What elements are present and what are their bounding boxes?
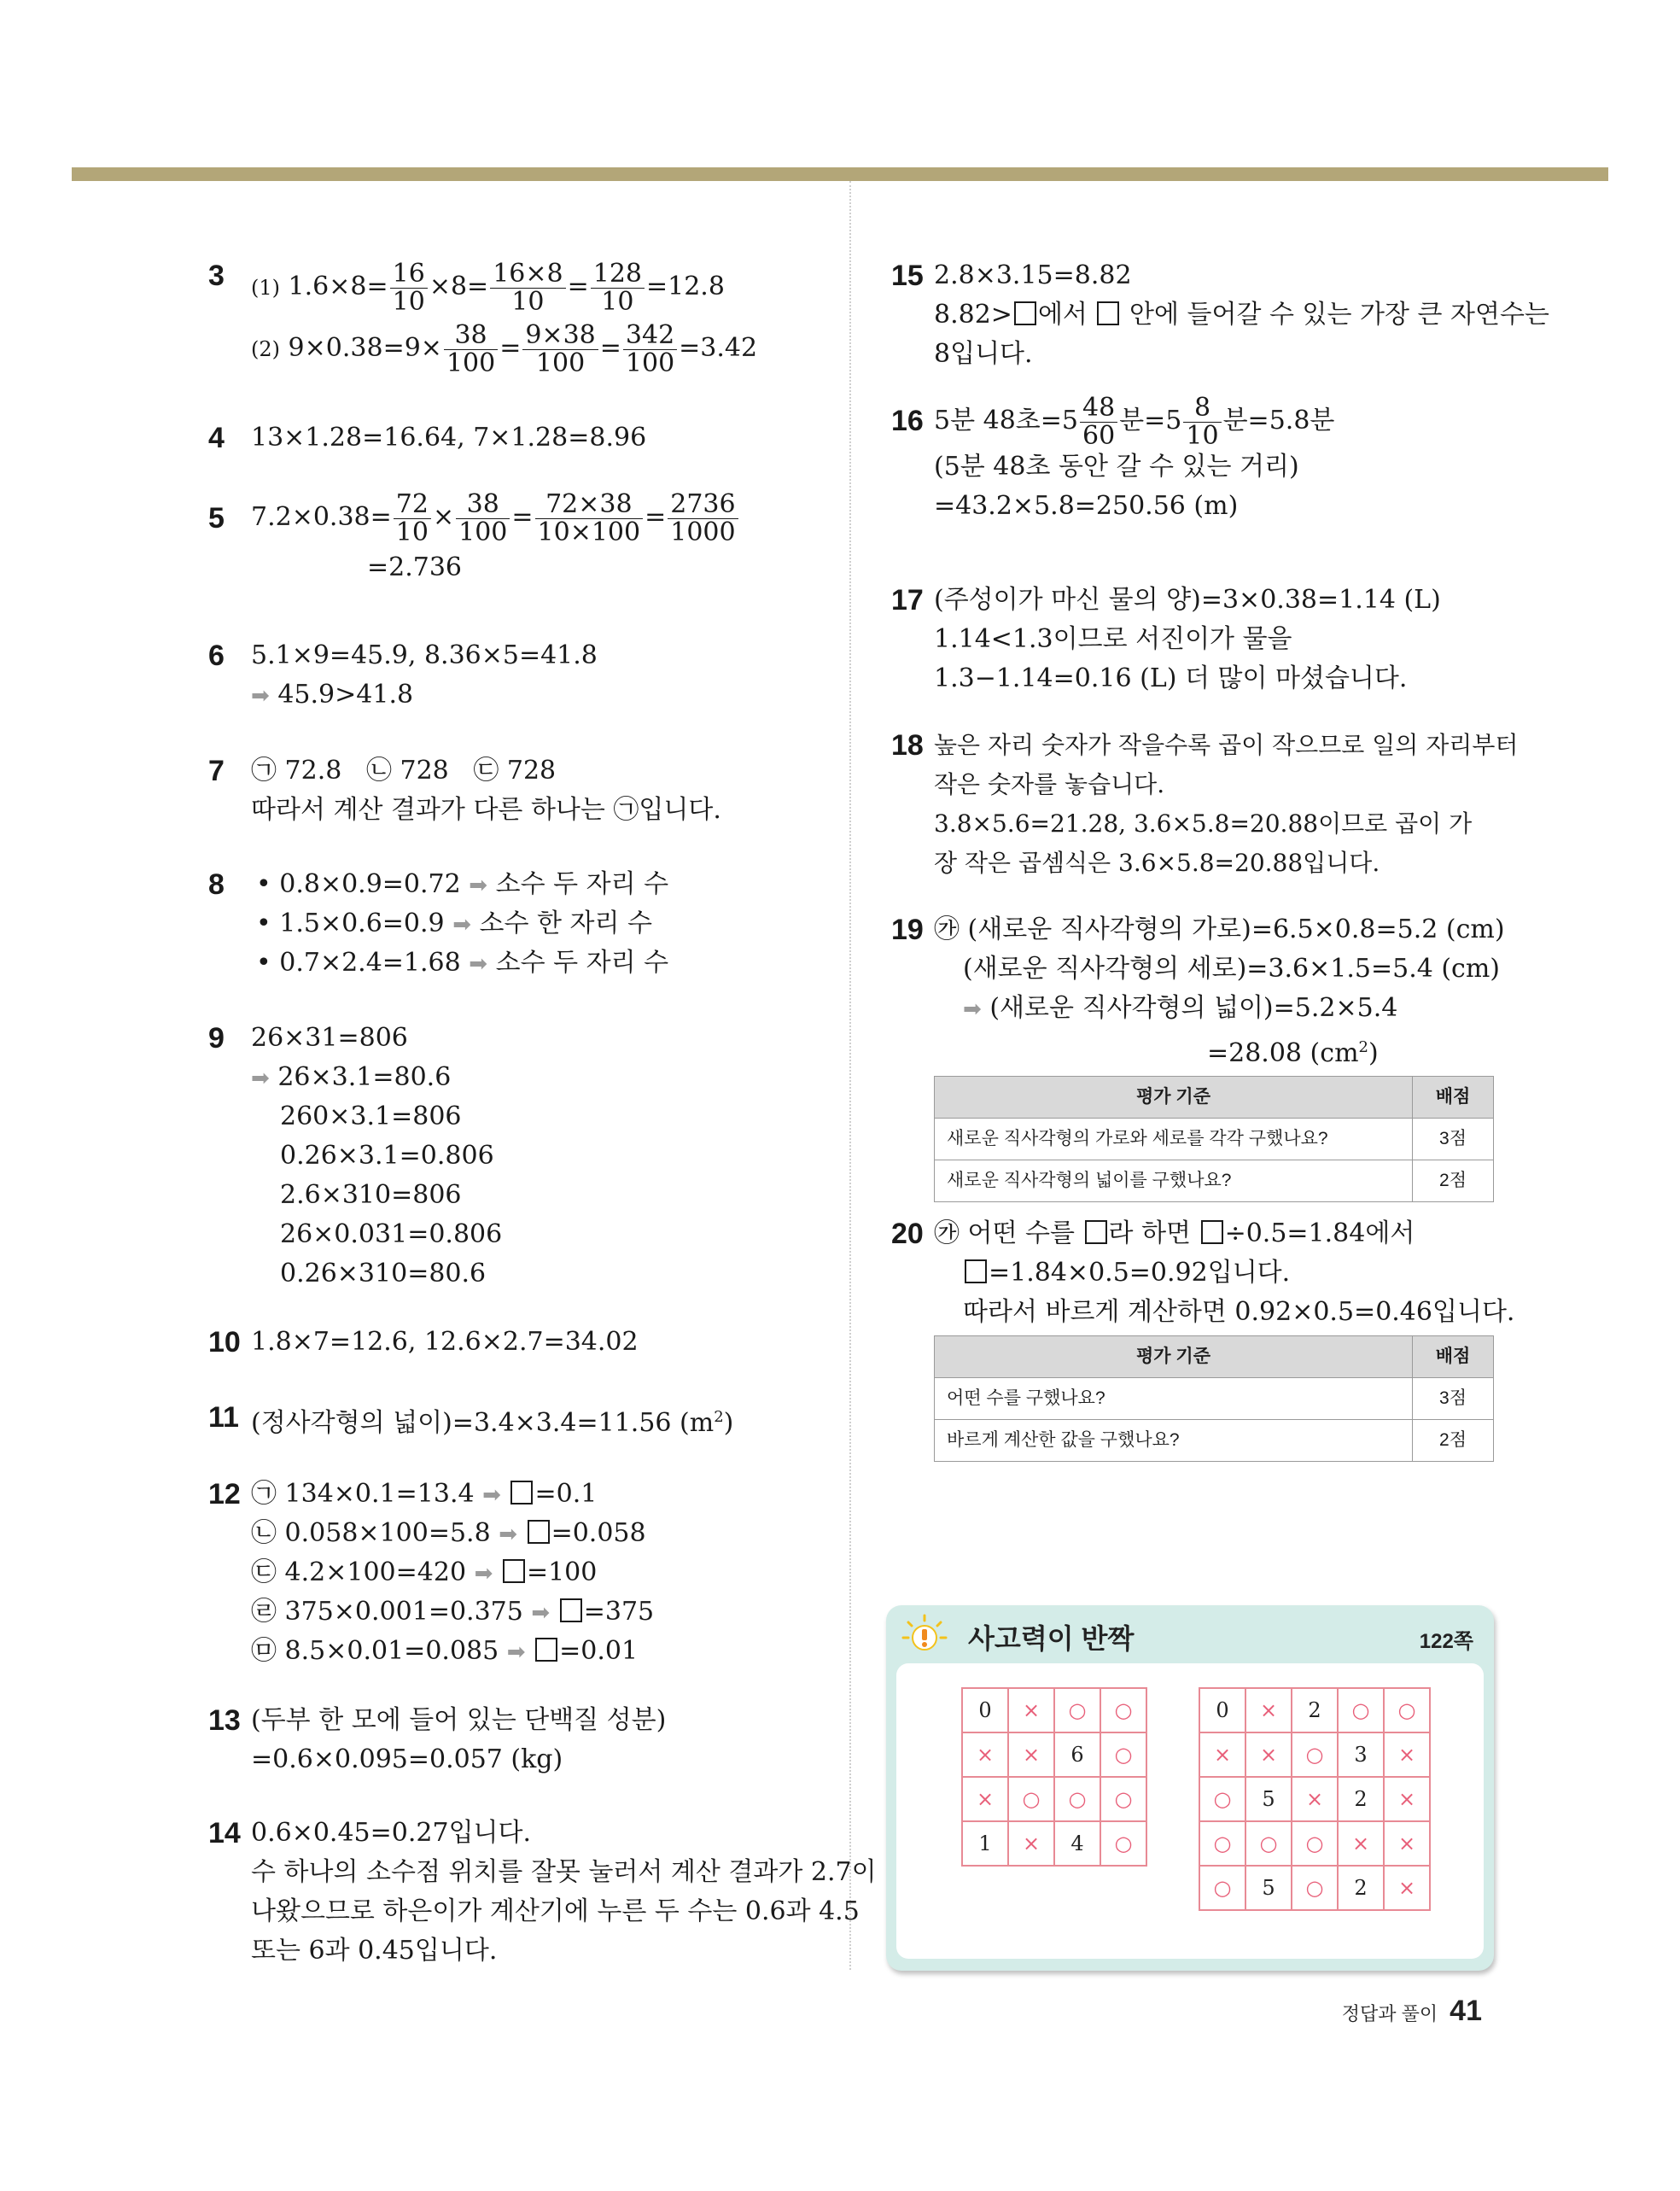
grid-cell: ○ (1292, 1821, 1338, 1866)
numerator: 9×38 (522, 322, 598, 350)
grid-cell: 0 (962, 1688, 1008, 1732)
answer-line (251, 1475, 823, 1514)
answer-line (934, 1214, 1497, 1253)
problem-number: 19 (891, 914, 924, 946)
problem-4 (208, 418, 823, 458)
expr: 26×3.1=80.6 (277, 1062, 452, 1092)
equation-line (251, 318, 823, 379)
table-cell: 어떤 수를 구했나요? (935, 1378, 1413, 1420)
expr: (정사각형의 넓이)=3.4×3.4=11.56 (m (251, 1408, 715, 1438)
arrow-right-icon: ➡ (499, 1522, 518, 1547)
expr: 라 하면 (1108, 1218, 1192, 1248)
header-bar (72, 167, 1608, 181)
answer-line: 8입니다. (934, 339, 1033, 369)
expr: =1.84×0.5=0.92입니다. (989, 1258, 1291, 1288)
table-header: 배점 (1413, 1336, 1494, 1378)
arrow-right-icon: ➡ (506, 1639, 526, 1665)
grid-cell: ○ (1100, 1688, 1146, 1732)
problem-7 (208, 751, 823, 830)
expr: 7.2×0.38= (251, 502, 392, 532)
fraction (522, 322, 598, 377)
numerator: 72 (394, 491, 431, 519)
problem-17 (891, 581, 1497, 698)
superscript: 2 (1358, 1038, 1368, 1056)
grid-cell: ○ (1054, 1777, 1100, 1821)
answer-line: 260×3.1=806 (280, 1101, 462, 1131)
fraction (394, 491, 431, 546)
lightbulb-icon (901, 1614, 948, 1660)
problem-13 (208, 1701, 823, 1779)
problem-3 (208, 256, 823, 379)
superscript: 2 (714, 1408, 724, 1426)
fraction (623, 322, 677, 377)
answer-line: 나왔으므로 하은이가 계산기에 누른 두 수는 0.6과 4.5 (251, 1896, 860, 1926)
grid-row (1199, 1732, 1430, 1777)
arrow-right-icon: ➡ (469, 873, 488, 898)
problem-number: 15 (891, 260, 924, 292)
expr: ×8= (429, 272, 489, 301)
expr: =3.42 (679, 333, 758, 363)
problem-number: 6 (208, 640, 225, 672)
expr: = (499, 333, 522, 363)
blank-box-icon (528, 1520, 550, 1544)
numerator: 16×8 (490, 260, 565, 289)
answer-line: 장 작은 곱셈식은 3.6×5.8=20.88입니다. (934, 849, 1380, 877)
answer-line: 5.1×9=45.9, 8.36×5=41.8 (251, 640, 598, 670)
problem-16 (891, 393, 1497, 526)
expr: =12.8 (646, 272, 725, 301)
denominator: 1000 (670, 517, 736, 547)
arrow-right-icon: ➡ (531, 1600, 551, 1626)
numerator: 342 (623, 322, 677, 350)
grid-row (962, 1821, 1146, 1866)
grid-cell: × (962, 1777, 1008, 1821)
expr: • 1.5×0.6=0.9 (256, 909, 445, 938)
expr: ㉣ 375×0.001=0.375 (251, 1597, 523, 1627)
grid-row (962, 1732, 1146, 1777)
grid-cell: × (1008, 1732, 1054, 1777)
thinking-content (896, 1663, 1484, 1959)
answer-line (1207, 1028, 1497, 1067)
expr: × (432, 502, 455, 532)
expr: 에서 (1037, 300, 1088, 330)
grid-cell: × (1292, 1777, 1338, 1821)
part-label: (2) (251, 337, 280, 361)
fraction (535, 491, 644, 546)
denominator: 60 (1082, 420, 1116, 451)
expr: = (599, 333, 621, 363)
answer-line (256, 944, 823, 983)
denominator: 10×100 (537, 517, 641, 547)
numerator: 2736 (668, 491, 738, 519)
table-cell: 2점 (1413, 1160, 1494, 1202)
thinking-page-ref: 122쪽 (1419, 1630, 1473, 1653)
expr: 9×0.38=9× (288, 333, 442, 363)
problem-number: 9 (208, 1022, 225, 1055)
grid-cell: × (1384, 1777, 1430, 1821)
blank-box-icon (1085, 1220, 1107, 1244)
denominator: 100 (446, 348, 496, 378)
problem-number: 14 (208, 1817, 241, 1849)
page-number: 41 (1450, 1995, 1482, 2027)
grid-cell: 3 (1338, 1732, 1384, 1777)
problem-5 (208, 487, 823, 587)
footer-label: 정답과 풀이 (1341, 2003, 1438, 2024)
grid-cell: ○ (1292, 1866, 1338, 1910)
grid-cell: × (1384, 1821, 1430, 1866)
answer-line: 3.8×5.6=21.28, 3.6×5.8=20.88이므로 곱이 가 (934, 809, 1473, 838)
table-header: 배점 (1413, 1077, 1494, 1119)
expr: 소수 한 자리 수 (479, 909, 653, 938)
answer-line: 1.3−1.14=0.16 (L) 더 많이 마셨습니다. (934, 663, 1408, 693)
grid-cell: 2 (1338, 1777, 1384, 1821)
part-label: (1) (251, 276, 280, 300)
grid-cell: ○ (1199, 1821, 1245, 1866)
expr: ) (1368, 1038, 1379, 1068)
problem-number: 12 (208, 1478, 241, 1510)
column-divider (849, 181, 851, 1970)
answer-line: (새로운 직사각형의 세로)=3.6×1.5=5.4 (cm) (963, 954, 1501, 984)
blank-box-icon (1097, 301, 1119, 325)
answer-line (251, 1632, 823, 1671)
grid-cell: 2 (1292, 1688, 1338, 1732)
fraction (668, 491, 738, 546)
grid-cell: × (962, 1732, 1008, 1777)
denominator: 10 (511, 286, 545, 317)
problem-number: 10 (208, 1326, 241, 1358)
grid-cell: ○ (1100, 1821, 1146, 1866)
equation-line (934, 393, 1497, 451)
numerator: 128 (591, 260, 645, 289)
problem-number: 4 (208, 422, 225, 454)
problem-12 (208, 1475, 823, 1671)
answer-line: 2.6×310=806 (280, 1180, 462, 1210)
table-cell: 새로운 직사각형의 가로와 세로를 각각 구했나요? (935, 1119, 1413, 1160)
expr: ㉡ 0.058×100=5.8 (251, 1518, 491, 1548)
blank-box-icon (965, 1259, 987, 1283)
fraction (444, 322, 498, 377)
denominator: 10 (1186, 420, 1219, 451)
expr: ) (723, 1408, 734, 1438)
denominator: 10 (601, 286, 634, 317)
answer-line: 0.26×3.1=0.806 (280, 1141, 494, 1171)
problem-number: 3 (208, 260, 225, 292)
grid-row (1199, 1688, 1430, 1732)
answer-line: 또는 6과 0.45입니다. (251, 1936, 498, 1966)
expr: 분=5 (1119, 406, 1182, 435)
grid-cell: ○ (1292, 1732, 1338, 1777)
expr: ㉠ 134×0.1=13.4 (251, 1479, 475, 1509)
grid-cell: 5 (1245, 1866, 1292, 1910)
expr: =375 (583, 1597, 655, 1627)
answer-line: (주성이가 마신 물의 양)=3×0.38=1.14 (L) (934, 585, 1441, 615)
answer-line: ㉠ 72.8 ㉡ 728 ㉢ 728 (251, 756, 557, 786)
problem-8 (208, 865, 823, 983)
problem-14 (208, 1814, 877, 1971)
expr: =0.01 (559, 1636, 639, 1666)
problem-number: 11 (208, 1401, 239, 1434)
blank-box-icon (510, 1481, 533, 1504)
denominator: 100 (535, 348, 586, 378)
grid-cell: 4 (1054, 1821, 1100, 1866)
expr: • 0.8×0.9=0.72 (256, 869, 461, 899)
problem-10 (208, 1323, 823, 1362)
expr: 8.82> (934, 300, 1012, 330)
denominator: 10 (395, 517, 429, 547)
problem-20 (891, 1214, 1515, 1462)
fraction (1183, 394, 1221, 449)
problem-19 (891, 910, 1505, 1202)
table-cell: 바르게 계산한 값을 구했나요? (935, 1420, 1413, 1462)
answer-line: 0.6×0.45=0.27입니다. (251, 1818, 532, 1848)
problem-number: 5 (208, 502, 225, 535)
problem-11 (208, 1398, 823, 1437)
table-cell: 새로운 직사각형의 넓이를 구했나요? (935, 1160, 1413, 1202)
fraction (591, 260, 645, 315)
expr: ㉤ 8.5×0.01=0.085 (251, 1636, 499, 1666)
blank-box-icon (503, 1559, 525, 1583)
page-footer (1342, 1995, 1482, 2028)
numerator: 72×38 (535, 491, 644, 519)
fraction (1080, 394, 1117, 449)
problem-number: 17 (891, 584, 924, 616)
grid-cell: ○ (1054, 1688, 1100, 1732)
answer-line: 따라서 계산 결과가 다른 하나는 ㉠입니다. (251, 795, 721, 825)
grid-cell: × (1008, 1821, 1054, 1866)
grid-cell: ○ (1100, 1732, 1146, 1777)
thinking-title: 사고력이 반짝 (968, 1623, 1135, 1654)
grid-cell: 5 (1245, 1777, 1292, 1821)
grid-cell: ○ (1384, 1688, 1430, 1732)
arrow-right-icon: ➡ (469, 951, 488, 977)
arrow-right-icon: ➡ (251, 683, 270, 709)
equation-line (251, 487, 823, 548)
table-header: 평가 기준 (935, 1077, 1413, 1119)
problem-6 (208, 636, 823, 715)
arrow-right-icon: ➡ (452, 912, 471, 938)
table-header: 평가 기준 (935, 1336, 1413, 1378)
fraction (390, 260, 428, 315)
expr: =0.1 (534, 1479, 598, 1509)
grid-cell: ○ (1008, 1777, 1054, 1821)
answer-line: =0.6×0.095=0.057 (kg) (251, 1744, 563, 1774)
answer-line (963, 1253, 1497, 1293)
fraction (456, 491, 510, 546)
grid-cell: × (1384, 1732, 1430, 1777)
expr: = (511, 502, 534, 532)
numerator: 16 (390, 260, 428, 289)
answer-line: =43.2×5.8=250.56 (m) (934, 491, 1239, 521)
answer-line (256, 904, 823, 944)
answer-line: (두부 한 모에 들어 있는 단백질 성분) (251, 1705, 667, 1735)
grid-cell: ○ (1199, 1866, 1245, 1910)
answer-line: 13×1.28=16.64, 7×1.28=8.96 (251, 423, 647, 453)
equation-line (251, 256, 823, 318)
expr: • 0.7×2.4=1.68 (256, 948, 461, 978)
denominator: 10 (392, 286, 425, 317)
answer-line: 1.14<1.3이므로 서진이가 물을 (934, 624, 1292, 654)
grid-row (1199, 1821, 1430, 1866)
answer-line (963, 989, 1497, 1028)
table-cell: 3점 (1413, 1119, 1494, 1160)
grid-row (1199, 1866, 1430, 1910)
numerator: 8 (1183, 394, 1221, 423)
blank-box-icon (560, 1598, 582, 1622)
numerator: 38 (456, 491, 510, 519)
expr: 안에 들어갈 수 있는 가장 큰 자연수는 (1129, 300, 1549, 330)
answer-line: 0.26×310=80.6 (280, 1259, 487, 1288)
answer-line (251, 1553, 823, 1592)
answer-line: 높은 자리 숫자가 작을수록 곱이 작으므로 일의 자리부터 (934, 731, 1519, 759)
answer-line (251, 1398, 823, 1437)
expr: (새로운 직사각형의 넓이)=5.2×5.4 (989, 993, 1398, 1023)
expr: =28.08 (cm (1207, 1038, 1359, 1068)
grid-cell: ○ (1245, 1821, 1292, 1866)
arrow-right-icon: ➡ (482, 1482, 501, 1508)
expr: 45.9>41.8 (277, 680, 414, 710)
answer-line: 2.8×3.15=8.82 (934, 260, 1132, 290)
grid-cell: × (1245, 1688, 1292, 1732)
answer-line: 1.8×7=12.6, 12.6×2.7=34.02 (251, 1327, 639, 1357)
answer-line (256, 865, 823, 904)
expr: 소수 두 자리 수 (495, 869, 669, 899)
answer-line: (5분 48초 동안 갈 수 있는 거리) (934, 452, 1299, 482)
blank-box-icon (1201, 1220, 1223, 1244)
arrow-right-icon: ➡ (963, 996, 982, 1022)
grid-row (1199, 1777, 1430, 1821)
grid-cell: ○ (1199, 1777, 1245, 1821)
expr: ÷0.5=1.84에서 (1224, 1218, 1415, 1248)
answer-line: =2.736 (367, 552, 463, 582)
expr: = (567, 272, 589, 301)
numerator: 38 (444, 322, 498, 350)
problem-18 (891, 726, 1519, 883)
grid-cell: ○ (1338, 1688, 1384, 1732)
answer-line: 작은 숫자를 놓습니다. (934, 770, 1165, 798)
problem-15 (891, 256, 1549, 374)
grid-cell: 6 (1054, 1732, 1100, 1777)
fraction (490, 260, 565, 315)
denominator: 100 (625, 348, 675, 378)
expr: 소수 두 자리 수 (495, 948, 669, 978)
grid-cell: 0 (1199, 1688, 1245, 1732)
expr: ㉢ 4.2×100=420 (251, 1557, 467, 1587)
arrow-right-icon: ➡ (251, 1066, 270, 1091)
answer-line: 26×31=806 (251, 1023, 408, 1053)
puzzle-grid-1 (961, 1687, 1147, 1867)
grid-cell: × (1008, 1688, 1054, 1732)
table-cell: 3점 (1413, 1378, 1494, 1420)
answer-line (251, 1058, 823, 1097)
blank-box-icon (1014, 301, 1036, 325)
grid-cell: 1 (962, 1821, 1008, 1866)
puzzle-grid-2 (1199, 1687, 1431, 1911)
blank-box-icon (535, 1638, 557, 1662)
problem-9 (208, 1019, 823, 1294)
grid-cell: × (1384, 1866, 1430, 1910)
expr: =0.058 (551, 1518, 646, 1548)
expr: = (645, 502, 667, 532)
answer-line: 따라서 바르게 계산하면 0.92×0.5=0.46입니다. (963, 1297, 1515, 1327)
scoring-table (934, 1076, 1494, 1202)
grid-row (962, 1777, 1146, 1821)
expr: ㉮ 어떤 수를 (934, 1218, 1075, 1248)
answer-line: 수 하나의 소수점 위치를 잘못 눌러서 계산 결과가 2.7이 (251, 1857, 877, 1887)
answer-line (251, 1592, 823, 1632)
answer-line: 26×0.031=0.806 (280, 1219, 503, 1249)
grid-row (962, 1688, 1146, 1732)
expr: 5분 48초=5 (934, 406, 1078, 435)
scoring-table (934, 1335, 1494, 1462)
arrow-right-icon: ➡ (474, 1561, 493, 1586)
grid-cell: × (1245, 1732, 1292, 1777)
grid-cell: 2 (1338, 1866, 1384, 1910)
answer-line (251, 1514, 823, 1553)
numerator: 48 (1080, 394, 1117, 423)
problem-number: 7 (208, 755, 225, 787)
problem-number: 20 (891, 1218, 924, 1250)
expr: 1.6×8= (288, 272, 388, 301)
grid-cell: × (1338, 1821, 1384, 1866)
problem-number: 13 (208, 1704, 241, 1737)
answer-line (934, 295, 1549, 335)
grid-cell: × (1199, 1732, 1245, 1777)
expr: 분=5.8분 (1222, 406, 1335, 435)
thinking-box (886, 1605, 1494, 1971)
expr: =100 (526, 1557, 598, 1587)
problem-number: 16 (891, 405, 924, 437)
table-cell: 2점 (1413, 1420, 1494, 1462)
problem-number: 8 (208, 868, 225, 901)
problem-number: 18 (891, 729, 924, 762)
denominator: 100 (458, 517, 508, 547)
answer-line: ㉮ (새로운 직사각형의 가로)=6.5×0.8=5.2 (cm) (934, 914, 1505, 944)
grid-cell: ○ (1100, 1777, 1146, 1821)
answer-line (251, 675, 823, 715)
